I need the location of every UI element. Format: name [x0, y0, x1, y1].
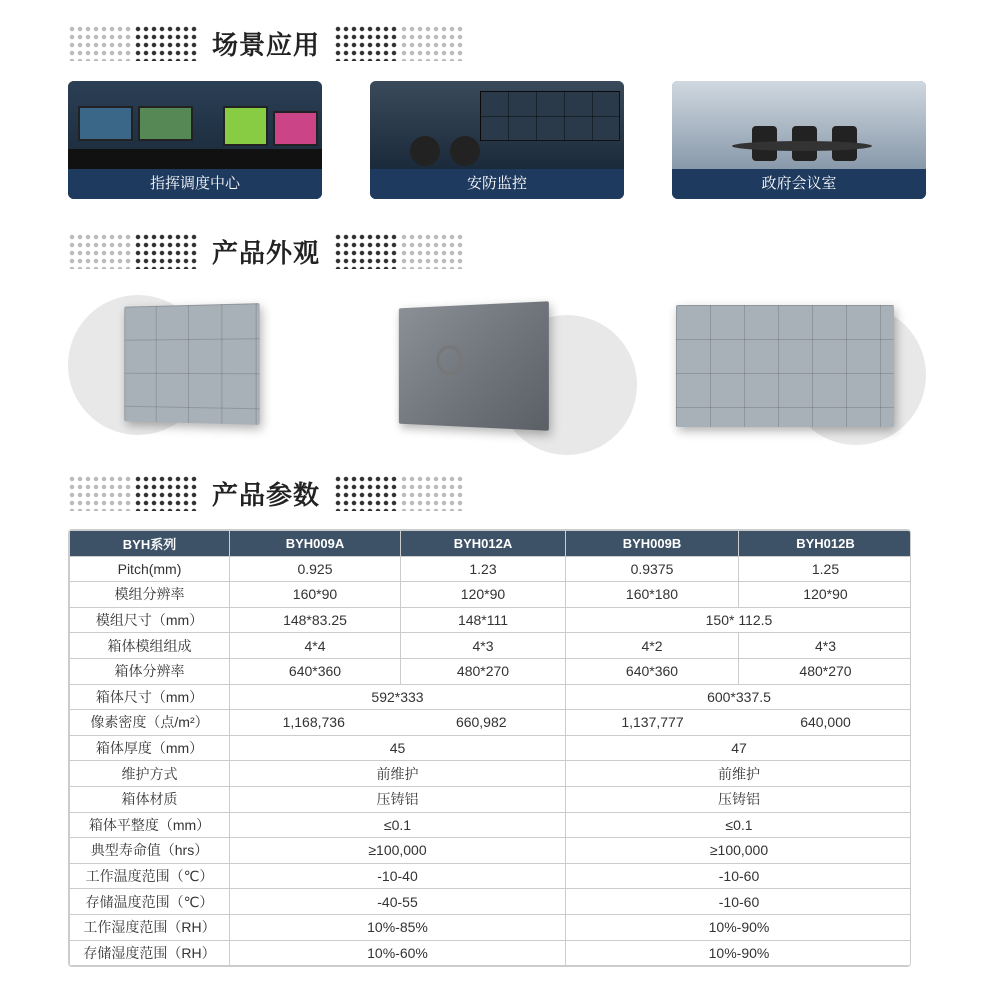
cell-label: 工作温度范围（℃）: [70, 863, 230, 889]
table-row: [70, 556, 912, 582]
dot-pattern-light: [400, 25, 464, 61]
cell-value: 160*180: [566, 582, 739, 608]
cell-label: 像素密度（点/m²）: [70, 710, 230, 736]
cell-value: 1.23: [401, 556, 566, 582]
app-card-command: [68, 81, 322, 199]
card-label: 指挥调度中心: [68, 169, 322, 199]
dot-pattern-dark: [134, 233, 198, 269]
table-row: [70, 812, 912, 838]
panel-grid-3: [676, 305, 894, 427]
cell-value-merged: 150* 112.5: [566, 607, 912, 633]
cell-value: 160*90: [230, 582, 401, 608]
dot-pattern-light: [400, 475, 464, 511]
split-val-2: 660,982: [455, 714, 507, 731]
dot-pattern-dark: [134, 475, 198, 511]
table-row: [70, 889, 912, 915]
cell-label: 存储湿度范围（RH）: [70, 940, 230, 966]
cell-value-merged: 前维护: [566, 761, 912, 787]
cell-value-merged: 压铸铝: [230, 786, 566, 812]
cell-label: 模组尺寸（mm）: [70, 607, 230, 633]
cell-value: 148*111: [401, 607, 566, 633]
th-series: BYH系列: [70, 531, 230, 557]
dots-left: [68, 475, 198, 511]
split-container: [230, 710, 565, 735]
spec-table-wrapper: [68, 529, 911, 967]
circle-detail: [436, 345, 462, 375]
cell-value: 120*90: [401, 582, 566, 608]
scene-security: [370, 81, 624, 169]
cell-value: 4*4: [230, 633, 401, 659]
cell-value-merged: 10%-90%: [566, 940, 912, 966]
th-model: BYH012A: [401, 531, 566, 557]
cell-value-merged: ≤0.1: [230, 812, 566, 838]
section-title-parameters: 产品参数: [212, 479, 321, 510]
dots-right: [334, 25, 464, 61]
cell-label: 箱体厚度（mm）: [70, 735, 230, 761]
dot-pattern-dark: [334, 233, 398, 269]
cell-label: 箱体平整度（mm）: [70, 812, 230, 838]
panel-back-2: [399, 301, 549, 431]
table-row: [70, 786, 912, 812]
table-row: [70, 582, 912, 608]
cell-label: 箱体材质: [70, 786, 230, 812]
dot-pattern-light: [68, 233, 132, 269]
section-header-appearance: [68, 231, 464, 271]
cell-label: 维护方式: [70, 761, 230, 787]
table-row: [70, 940, 912, 966]
table-row: [70, 838, 912, 864]
cell-value-merged: 45: [230, 735, 566, 761]
cell-value-merged: -10-60: [566, 863, 912, 889]
cell-value: 640*360: [230, 658, 401, 684]
section-title-appearance: 产品外观: [212, 237, 321, 268]
cell-value-split: [566, 710, 912, 736]
th-model: BYH009B: [566, 531, 739, 557]
dot-pattern-light: [400, 233, 464, 269]
cell-value: 480*270: [401, 658, 566, 684]
dot-pattern-dark: [334, 25, 398, 61]
cell-value: 480*270: [739, 658, 912, 684]
cell-label: 箱体模组组成: [70, 633, 230, 659]
appearance-images: [68, 285, 926, 475]
cell-label: Pitch(mm): [70, 556, 230, 582]
app-card-meeting: [672, 81, 926, 199]
cell-value: 4*3: [739, 633, 912, 659]
table-row: [70, 710, 912, 736]
card-label: 安防监控: [370, 169, 624, 199]
cell-value-merged: 10%-90%: [566, 914, 912, 940]
cell-value-merged: -10-60: [566, 889, 912, 915]
cell-value: 120*90: [739, 582, 912, 608]
cell-value: 148*83.25: [230, 607, 401, 633]
application-cards: [68, 81, 926, 199]
cell-value: 1.25: [739, 556, 912, 582]
split-val-3: 1,137,777: [621, 714, 684, 731]
dots-left: [68, 233, 198, 269]
split-val-4: 640,000: [800, 714, 851, 731]
app-card-security: [370, 81, 624, 199]
cell-label: 箱体分辨率: [70, 658, 230, 684]
dot-pattern-light: [68, 25, 132, 61]
cell-value-merged: 47: [566, 735, 912, 761]
dots-left: [68, 25, 198, 61]
dots-right: [334, 233, 464, 269]
cell-value-merged: 10%-60%: [230, 940, 566, 966]
section-header-application: [68, 23, 464, 63]
table-row: [70, 684, 912, 710]
cell-value-merged: -10-40: [230, 863, 566, 889]
table-row: [70, 761, 912, 787]
cell-value-split: [230, 710, 566, 736]
split-container: [566, 710, 911, 735]
cell-value-merged: 压铸铝: [566, 786, 912, 812]
cell-value-merged: ≥100,000: [566, 838, 912, 864]
scene-command-center: [68, 81, 322, 169]
panel-grid-1: [124, 303, 259, 425]
section-header-parameters: [68, 473, 464, 513]
table-row: [70, 735, 912, 761]
cell-value-merged: 前维护: [230, 761, 566, 787]
table-row: [70, 914, 912, 940]
table-row: [70, 607, 912, 633]
cell-value-merged: ≥100,000: [230, 838, 566, 864]
panel-item-3: [646, 285, 926, 475]
cell-value-merged: ≤0.1: [566, 812, 912, 838]
cell-label: 存储温度范围（℃）: [70, 889, 230, 915]
cell-value-merged: 600*337.5: [566, 684, 912, 710]
cell-value-merged: -40-55: [230, 889, 566, 915]
cell-value: 0.9375: [566, 556, 739, 582]
spec-table: [69, 530, 911, 966]
th-model: BYH012B: [739, 531, 912, 557]
cell-value: 4*2: [566, 633, 739, 659]
cell-label: 典型寿命值（hrs）: [70, 838, 230, 864]
panel-item-2: [357, 285, 637, 475]
card-label: 政府会议室: [672, 169, 926, 199]
cell-label: 工作湿度范围（RH）: [70, 914, 230, 940]
table-row: [70, 658, 912, 684]
cell-value: 0.925: [230, 556, 401, 582]
table-row: [70, 633, 912, 659]
section-title-application: 场景应用: [212, 29, 321, 60]
dot-pattern-dark: [334, 475, 398, 511]
panel-item-1: [68, 285, 348, 475]
table-row: [70, 863, 912, 889]
cell-label: 箱体尺寸（mm）: [70, 684, 230, 710]
dot-pattern-dark: [134, 25, 198, 61]
table-header-row: [70, 531, 912, 557]
cell-label: 模组分辨率: [70, 582, 230, 608]
scene-meeting: [672, 81, 926, 169]
cell-value: 640*360: [566, 658, 739, 684]
split-val-1: 1,168,736: [282, 714, 345, 731]
dots-right: [334, 475, 464, 511]
cell-value-merged: 10%-85%: [230, 914, 566, 940]
dot-pattern-light: [68, 475, 132, 511]
th-model: BYH009A: [230, 531, 401, 557]
cell-value-merged: 592*333: [230, 684, 566, 710]
cell-value: 4*3: [401, 633, 566, 659]
